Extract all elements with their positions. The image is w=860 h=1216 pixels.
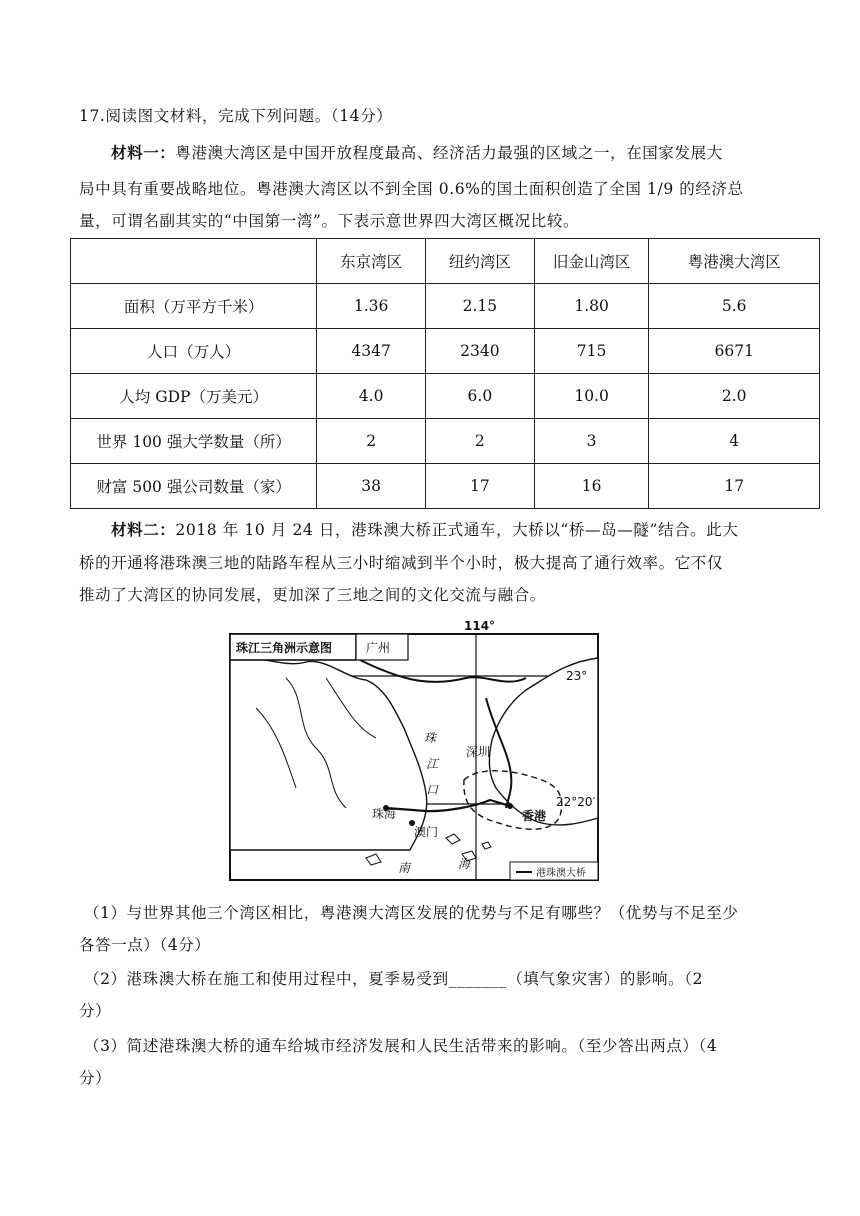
subquestion-3-line-1: （3）简述港珠澳大桥的通车给城市经济发展和人民生活带来的影响。（至少答出两点）（4 [84,1037,718,1055]
table-header-cell [71,239,317,284]
guangzhou-label: 广州 [366,641,391,655]
subquestion-1-line-2: 各答一点）（4分） [79,936,211,954]
bay-comparison-table [70,238,820,509]
material1-line-3: 量，可谓名副其实的“中国第一湾”。下表示意世界四大湾区概况比较。 [79,212,580,230]
table-row [71,419,820,464]
subquestion-2-line-2: 分） [79,1002,112,1020]
table-cell: 人均 GDP（万美元） [71,374,317,419]
material2-label: 材料二： [111,520,176,539]
table-cell: 财富 500 强公司数量（家） [71,464,317,509]
sea-label: 海 [458,857,471,871]
table-cell: 10.0 [534,374,649,419]
pearl-river-delta-map [226,618,606,884]
table-header-row [71,239,820,284]
table-header-cell: 粤港澳大湾区 [649,239,820,284]
material2-line-3: 推动了大湾区的协同发展，更加深了三地之间的文化交流与融合。 [79,586,546,604]
table-cell: 6.0 [426,374,535,419]
material2-line-2: 桥的开通将港珠澳三地的陆路车程从三小时缩减到半个小时，极大提高了通行效率。它不仅 [79,554,724,572]
table-header-cell: 东京湾区 [317,239,426,284]
table-row [71,464,820,509]
table-header-cell: 纽约湾区 [426,239,535,284]
longitude-label: 114° [464,619,496,633]
material1-line-2: 局中具有重要战略地位。粤港澳大湾区以不到全国 0.6%的国土面积创造了全国 1/9 的经济总 [79,180,744,198]
river-mouth-label: 珠 [424,731,437,745]
material1-text-1: 粤港澳大湾区是中国开放程度最高、经济活力最强的区域之一，在国家发展大 [175,144,723,162]
subquestion-3-line-2: 分） [79,1069,112,1087]
table-cell: 6671 [649,329,820,374]
zhuhai-label: 珠海 [372,807,397,821]
macau-label: 澳门 [414,825,439,839]
table-cell: 2 [426,419,535,464]
legend-label: 港珠澳大桥 [536,868,586,879]
hongkong-label: 香港 [522,809,547,823]
table-cell: 16 [534,464,649,509]
table-header-cell: 旧金山湾区 [534,239,649,284]
question-title: 17.阅读图文材料，完成下列问题。（14分） [79,107,393,125]
table-cell: 4 [649,419,820,464]
sea-label: 南 [398,861,411,875]
river-mouth-label: 口 [426,783,439,797]
table-cell: 2340 [426,329,535,374]
map-title: 珠江三角洲示意图 [236,641,333,655]
table-cell: 4.0 [317,374,426,419]
table-cell: 715 [534,329,649,374]
hongkong-point [507,803,513,809]
table-row [71,284,820,329]
table-cell: 17 [426,464,535,509]
table-cell: 2.0 [649,374,820,419]
table-cell: 38 [317,464,426,509]
table-cell: 2.15 [426,284,535,329]
river-mouth-label: 江 [426,757,439,771]
latitude-label-23: 23° [566,669,588,683]
material1-label: 材料一： [111,143,176,162]
subquestion-2-line-1: （2）港珠澳大桥在施工和使用过程中，夏季易受到_______（填气象灾害）的影响。（2 [84,970,704,988]
table-row [71,329,820,374]
table-cell: 5.6 [649,284,820,329]
table-cell: 1.80 [534,284,649,329]
subquestion-1-line-1: （1）与世界其他三个湾区相比，粤港澳大湾区发展的优势与不足有哪些？（优势与不足至少 [84,904,739,922]
material2-line-1 [111,518,738,540]
table-row [71,374,820,419]
table-cell: 17 [649,464,820,509]
shenzhen-label: 深圳 [466,745,491,759]
table-cell: 1.36 [317,284,426,329]
table-cell: 3 [534,419,649,464]
table-cell: 2 [317,419,426,464]
table-cell: 面积（万平方千米） [71,284,317,329]
table-cell: 世界 100 强大学数量（所） [71,419,317,464]
material1-line-1 [111,141,723,163]
latitude-label-22-20: 22°20′ [556,795,596,809]
table-cell: 4347 [317,329,426,374]
material2-text-1: 2018 年 10 月 24 日，港珠澳大桥正式通车，大桥以“桥—岛—隧”结合。此大 [175,521,739,539]
table-cell: 人口（万人） [71,329,317,374]
